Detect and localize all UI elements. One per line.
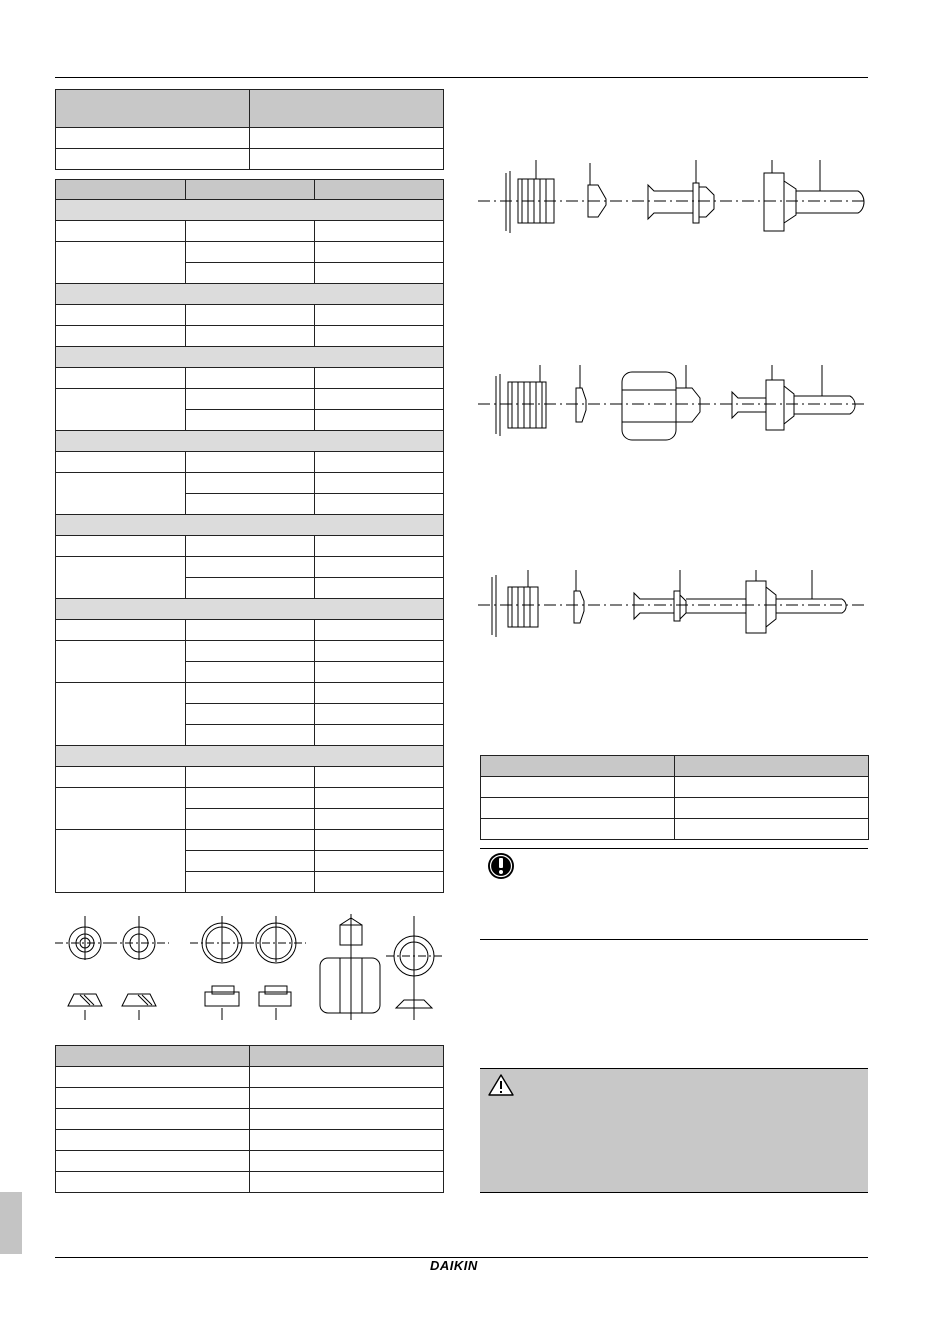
table-cell <box>315 494 444 515</box>
table-row <box>56 1151 444 1172</box>
table-cell <box>56 326 186 347</box>
section-row <box>56 284 444 305</box>
table-cell <box>186 368 315 389</box>
table-cell <box>186 809 315 830</box>
table-cell <box>56 683 186 746</box>
table-cell <box>186 494 315 515</box>
table-cell <box>250 1151 444 1172</box>
table-row <box>481 819 869 840</box>
table-row <box>56 641 444 662</box>
table-cell <box>186 578 315 599</box>
table-1 <box>55 89 444 170</box>
table-cell <box>56 1151 250 1172</box>
table-cell <box>186 872 315 893</box>
table-row <box>56 305 444 326</box>
assembly-diagram-2 <box>478 360 868 445</box>
table-cell <box>315 389 444 410</box>
table-header-cell <box>56 180 186 200</box>
table-row <box>481 756 869 777</box>
table-3 <box>55 1045 444 1193</box>
table-row <box>56 1172 444 1193</box>
table-cell <box>315 683 444 704</box>
table-row <box>56 389 444 410</box>
table-row <box>56 536 444 557</box>
table-row <box>56 452 444 473</box>
table-cell <box>315 767 444 788</box>
section-row <box>56 347 444 368</box>
table-row <box>56 830 444 851</box>
table-cell <box>250 149 444 170</box>
table-cell <box>315 305 444 326</box>
caution-top-rule <box>480 1068 868 1069</box>
table-row <box>56 326 444 347</box>
notice-bottom-rule <box>480 939 868 940</box>
table-row <box>56 746 444 767</box>
table-cell <box>315 221 444 242</box>
table-cell <box>56 620 186 641</box>
table-header-cell <box>675 756 869 777</box>
table-cell <box>315 662 444 683</box>
section-row <box>56 515 444 536</box>
table-cell <box>56 1088 250 1109</box>
section-row <box>56 431 444 452</box>
table-cell <box>56 221 186 242</box>
table-cell <box>481 798 675 819</box>
table-cell <box>186 620 315 641</box>
table-header-cell <box>186 180 315 200</box>
table-cell <box>315 620 444 641</box>
table-cell <box>250 1088 444 1109</box>
table-cell <box>56 128 250 149</box>
table-cell <box>315 263 444 284</box>
table-cell <box>315 536 444 557</box>
table-row <box>56 149 444 170</box>
table-cell <box>315 809 444 830</box>
daikin-logo: DAIKIN <box>430 1258 478 1273</box>
table-2 <box>55 179 444 893</box>
table-cell <box>56 1130 250 1151</box>
table-cell <box>186 242 315 263</box>
table-cell <box>186 557 315 578</box>
table-row <box>56 620 444 641</box>
table-cell <box>56 767 186 788</box>
table-cell <box>56 242 186 284</box>
fittings-diagram <box>50 910 450 1025</box>
table-row <box>56 200 444 221</box>
table-cell <box>56 557 186 599</box>
table-cell <box>186 326 315 347</box>
table-row <box>56 767 444 788</box>
table-cell <box>186 536 315 557</box>
table-row <box>56 557 444 578</box>
table-cell <box>315 872 444 893</box>
table-cell <box>315 242 444 263</box>
table-cell <box>186 851 315 872</box>
chapter-tab <box>0 1192 22 1254</box>
table-row <box>56 788 444 809</box>
table-cell <box>186 473 315 494</box>
table-row <box>56 221 444 242</box>
table-4 <box>480 755 869 840</box>
table-cell <box>186 662 315 683</box>
section-row <box>56 200 444 221</box>
table-header-cell <box>56 1046 250 1067</box>
table-row <box>56 431 444 452</box>
table-cell <box>481 819 675 840</box>
assembly-diagram-3 <box>478 565 868 645</box>
table-cell <box>186 263 315 284</box>
table-cell <box>186 410 315 431</box>
table-cell <box>186 389 315 410</box>
table-row <box>56 1046 444 1067</box>
table-cell <box>56 1172 250 1193</box>
table-cell <box>315 641 444 662</box>
table-cell <box>250 1172 444 1193</box>
table-row <box>56 347 444 368</box>
table-cell <box>56 452 186 473</box>
table-cell <box>315 830 444 851</box>
table-header-cell <box>315 180 444 200</box>
table-row <box>56 242 444 263</box>
table-cell <box>56 830 186 893</box>
table-cell <box>186 305 315 326</box>
table-cell <box>186 767 315 788</box>
warning-icon <box>486 1072 516 1098</box>
table-cell <box>186 452 315 473</box>
table-cell <box>56 473 186 515</box>
table-row <box>481 777 869 798</box>
table-row <box>56 1067 444 1088</box>
table-row <box>56 368 444 389</box>
table-row <box>56 1130 444 1151</box>
table-cell <box>315 704 444 725</box>
table-cell <box>675 819 869 840</box>
table-cell <box>315 452 444 473</box>
table-header-cell <box>250 1046 444 1067</box>
table-cell <box>250 128 444 149</box>
table-cell <box>186 704 315 725</box>
table-row <box>56 1109 444 1130</box>
table-cell <box>56 1109 250 1130</box>
table-cell <box>250 1130 444 1151</box>
table-header-cell <box>481 756 675 777</box>
table-cell <box>315 725 444 746</box>
table-cell <box>186 641 315 662</box>
table-row <box>481 798 869 819</box>
table-cell <box>56 1067 250 1088</box>
table-cell <box>315 578 444 599</box>
table-row <box>56 473 444 494</box>
table-row <box>56 284 444 305</box>
table-cell <box>56 389 186 431</box>
table-row <box>56 683 444 704</box>
table-cell <box>315 557 444 578</box>
table-row <box>56 515 444 536</box>
table-cell <box>315 326 444 347</box>
table-cell <box>250 1067 444 1088</box>
table-header-cell <box>56 90 250 128</box>
table-row <box>56 180 444 200</box>
table-cell <box>250 1109 444 1130</box>
section-row <box>56 599 444 620</box>
table-cell <box>481 777 675 798</box>
table-cell <box>315 851 444 872</box>
table-cell <box>315 473 444 494</box>
table-row <box>56 128 444 149</box>
table-cell <box>56 305 186 326</box>
table-cell <box>315 368 444 389</box>
table-row <box>56 1088 444 1109</box>
table-cell <box>56 536 186 557</box>
table-cell <box>186 221 315 242</box>
table-cell <box>186 788 315 809</box>
notice-top-rule <box>480 848 868 849</box>
table-cell <box>56 641 186 683</box>
table-cell <box>315 410 444 431</box>
table-header-cell <box>250 90 444 128</box>
table-cell <box>56 149 250 170</box>
assembly-diagram-1 <box>478 155 868 240</box>
table-row <box>56 90 444 128</box>
table-cell <box>186 725 315 746</box>
section-row <box>56 746 444 767</box>
table-cell <box>186 683 315 704</box>
header-rule <box>55 77 868 78</box>
table-cell <box>56 368 186 389</box>
caution-box <box>480 1068 868 1193</box>
table-row <box>56 599 444 620</box>
table-cell <box>675 798 869 819</box>
table-cell <box>315 788 444 809</box>
table-cell <box>186 830 315 851</box>
table-cell <box>56 788 186 830</box>
table-cell <box>675 777 869 798</box>
exclamation-icon <box>486 851 516 881</box>
